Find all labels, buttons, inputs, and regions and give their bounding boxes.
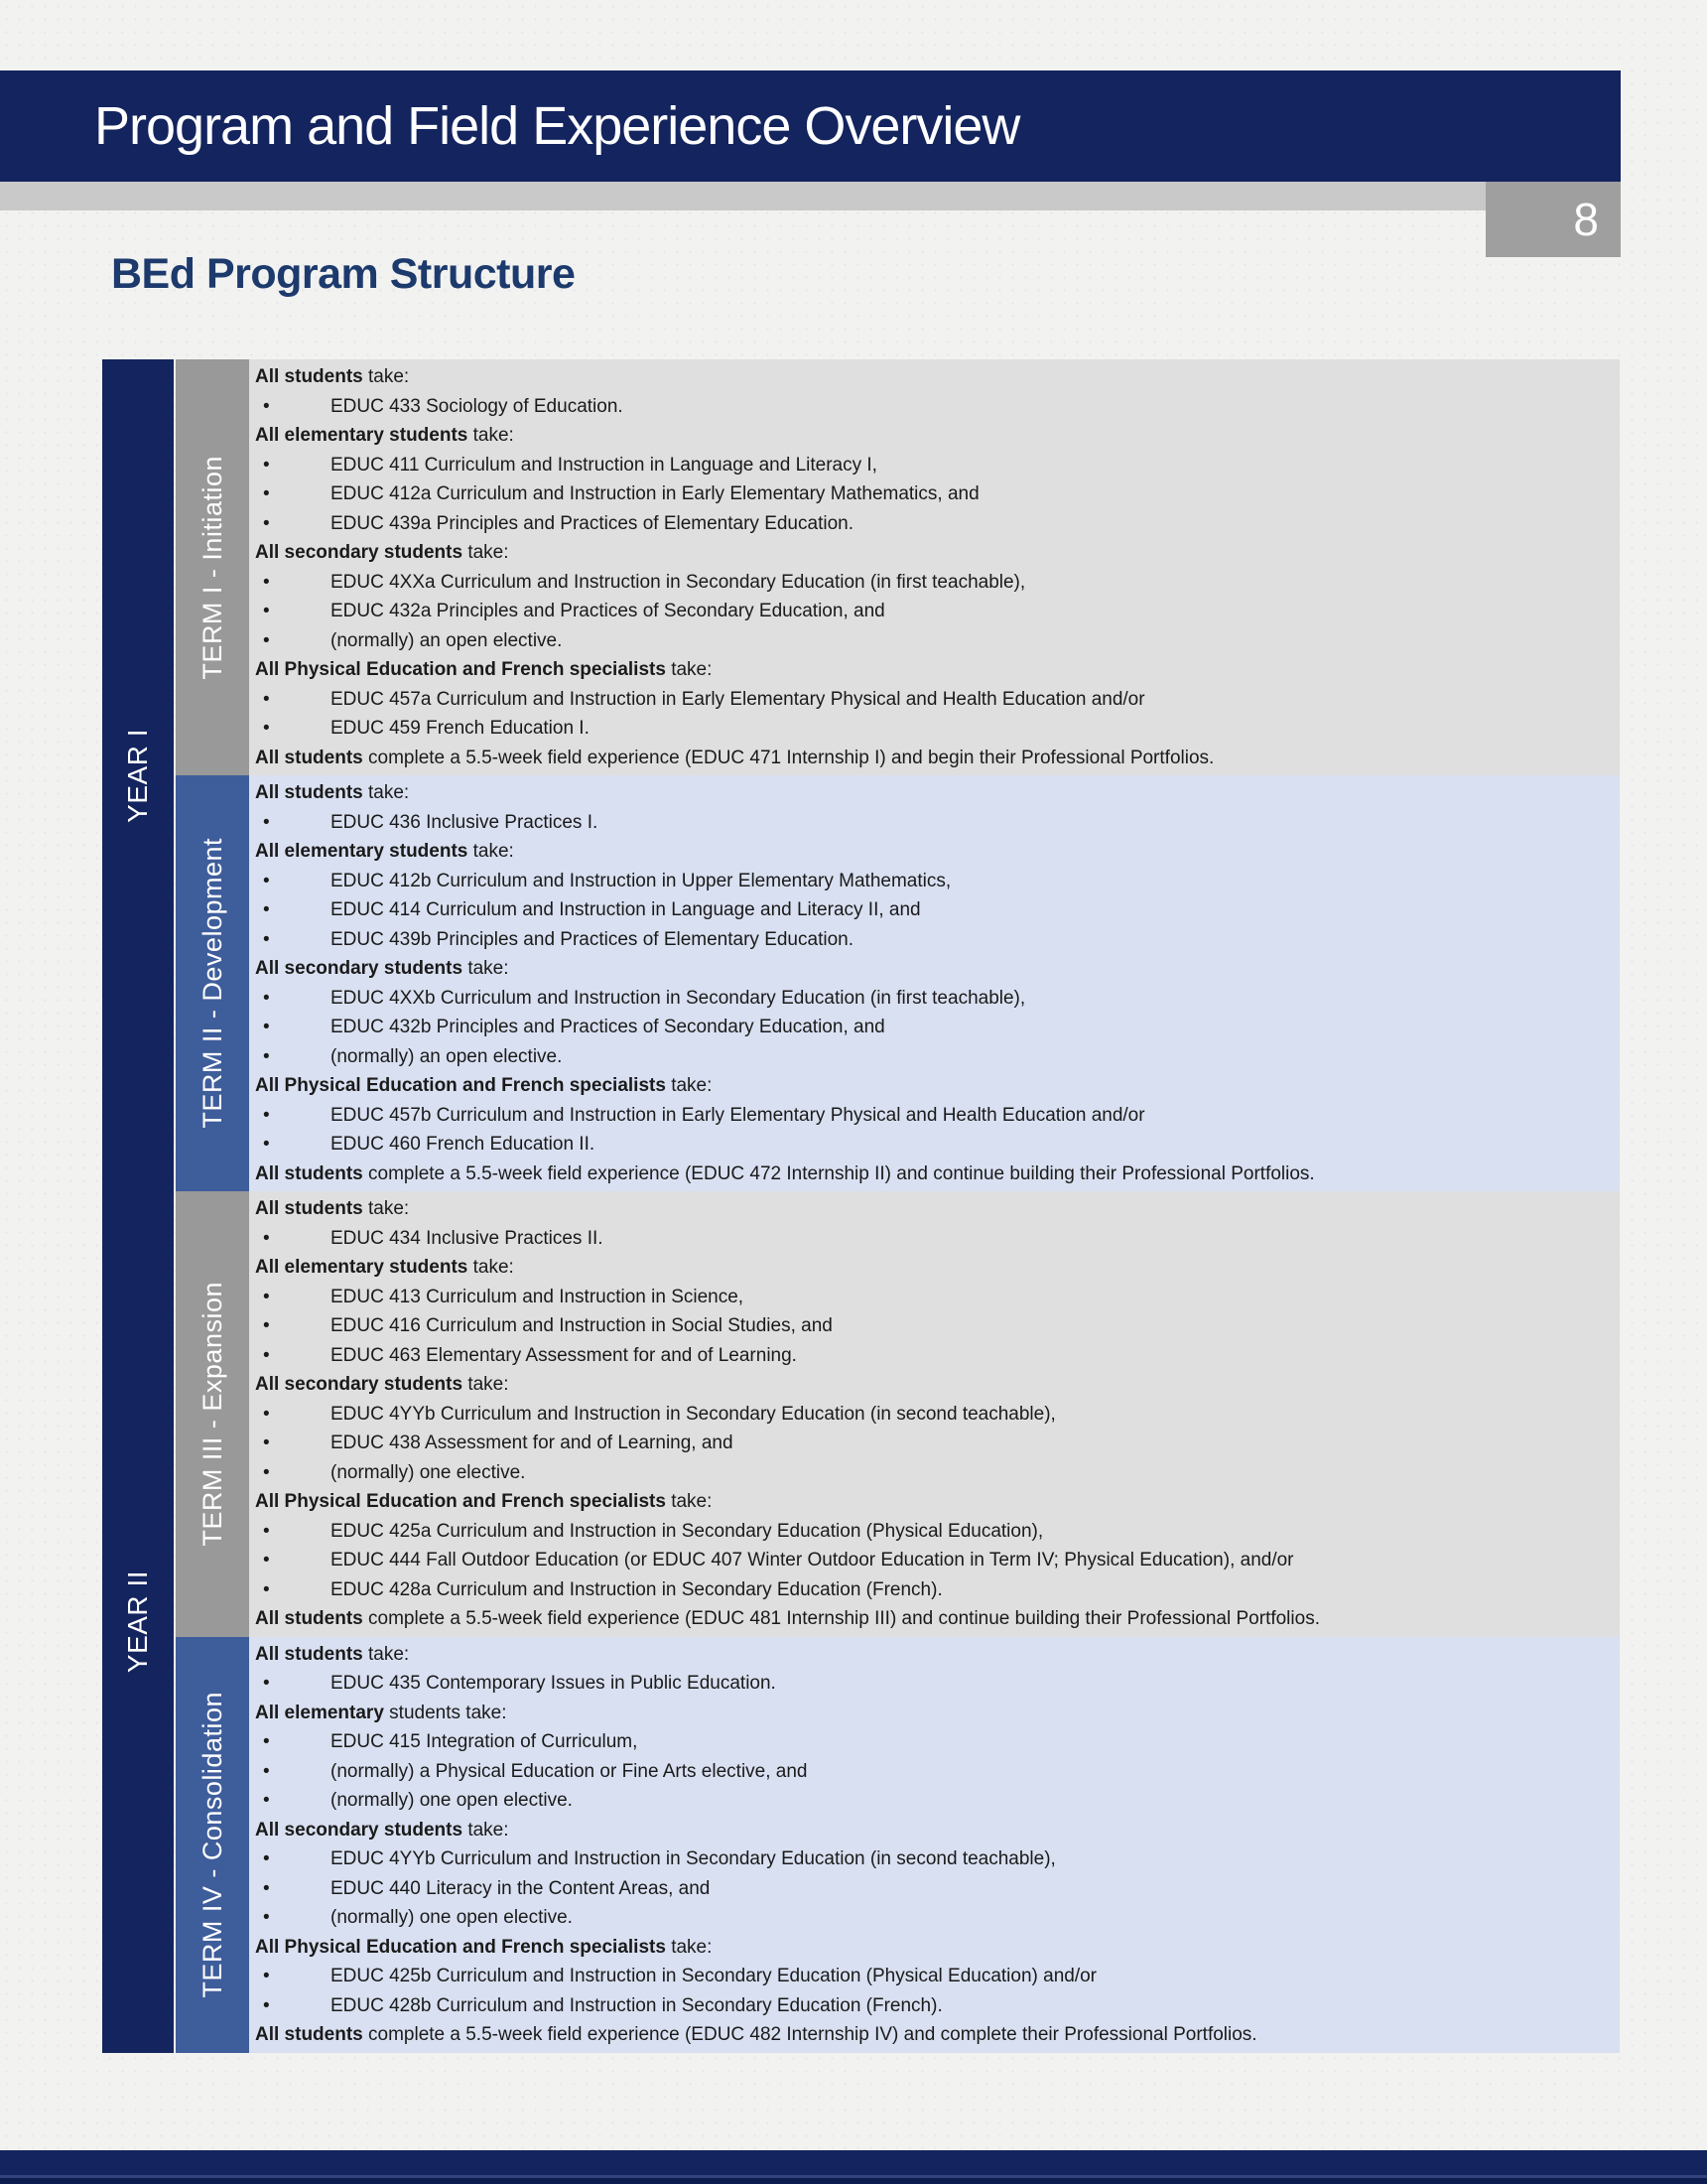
footer-bar-bottom (0, 2178, 1707, 2184)
course-bullet (251, 1042, 1610, 1072)
bullet-icon: • (263, 928, 270, 950)
course-bullet (251, 1546, 1610, 1575)
course-bullet (251, 1341, 1610, 1371)
course-text: EDUC 457b Curriculum and Instruction in Early Elementary Physical and Health Education and/or (330, 1104, 1145, 1126)
bullet-icon: • (263, 1134, 270, 1155)
course-text: EDUC 444 Fall Outdoor Education (or EDUC 407 Winter Outdoor Education in Term IV; Physical Education), and/or (330, 1550, 1294, 1570)
term-summary (251, 1160, 1610, 1189)
term-summary (251, 2020, 1610, 2050)
course-text: (normally) one elective. (330, 1461, 526, 1483)
bullet-icon: • (263, 512, 270, 534)
bullet-icon: • (263, 1344, 270, 1366)
course-text: EDUC 425b Curriculum and Instruction in Secondary Education (Physical Education) and/or (330, 1966, 1098, 1986)
line-rest: take: (665, 659, 713, 680)
bullet-icon: • (263, 1790, 270, 1811)
line-rest: take: (362, 1198, 410, 1219)
line-rest: complete a 5.5-week field experience (EDUC 472 Internship II) and continue building their Professional Portfolios. (362, 1162, 1315, 1184)
course-bullet (251, 867, 1610, 896)
course-bullet (251, 685, 1610, 715)
year-2-terms (176, 1191, 1620, 2053)
course-bullet (251, 1283, 1610, 1312)
audience-heading (251, 1071, 1610, 1101)
course-text: EDUC 459 French Education I. (330, 718, 590, 739)
bullet-icon: • (263, 483, 270, 504)
bullet-icon: • (263, 811, 270, 833)
bullet-icon: • (263, 1461, 270, 1483)
bold-lead: All secondary students (255, 542, 463, 563)
bullet-icon: • (263, 1731, 270, 1752)
line-rest: take: (462, 1819, 509, 1841)
bullet-icon: • (263, 1848, 270, 1869)
bullet-icon: • (263, 1578, 270, 1600)
course-text: EDUC 432a Principles and Practices of Secondary Education, and (330, 601, 885, 621)
course-text: EDUC 411 Curriculum and Instruction in Language and Literacy I, (330, 454, 877, 476)
term-label-3 (176, 1191, 249, 1637)
audience-heading (251, 1699, 1610, 1728)
line-rest: take: (467, 841, 514, 862)
course-text: EDUC 425a Curriculum and Instruction in Secondary Education (Physical Education), (330, 1520, 1044, 1542)
term-label-1 (176, 359, 249, 775)
course-text: EDUC 436 Inclusive Practices I. (330, 811, 598, 833)
course-bullet (251, 984, 1610, 1014)
course-text: (normally) a Physical Education or Fine Arts elective, and (330, 1760, 808, 1782)
audience-heading (251, 1194, 1610, 1224)
audience-heading (251, 538, 1610, 568)
course-bullet (251, 1130, 1610, 1160)
course-bullet (251, 714, 1610, 744)
line-rest: students take: (383, 1702, 507, 1723)
line-rest: take: (665, 1075, 713, 1096)
course-bullet (251, 1458, 1610, 1488)
line-rest: take: (362, 366, 410, 387)
bullet-icon: • (263, 629, 270, 651)
bold-lead: All Physical Education and French specialists (255, 1075, 666, 1096)
bold-lead: All secondary students (255, 1374, 463, 1395)
title-banner (0, 70, 1621, 182)
year-row-1 (102, 359, 1620, 1191)
bold-lead: All secondary students (255, 958, 463, 979)
course-bullet (251, 1101, 1610, 1131)
course-bullet (251, 1844, 1610, 1874)
course-bullet (251, 1786, 1610, 1816)
bullet-icon: • (263, 1017, 270, 1037)
bullet-icon: • (263, 601, 270, 621)
line-rest: take: (362, 1643, 410, 1665)
line-rest: take: (462, 1374, 509, 1395)
audience-heading (251, 1487, 1610, 1517)
bullet-icon: • (263, 1966, 270, 1986)
course-bullet (251, 1874, 1610, 1904)
footer-bar (0, 2150, 1707, 2175)
bullet-icon: • (263, 1104, 270, 1126)
course-text: EDUC 4YYb Curriculum and Instruction in Secondary Education (in second teachable), (330, 1848, 1056, 1869)
year-label-text: YEAR I (122, 728, 153, 823)
course-bullet (251, 509, 1610, 539)
line-rest: take: (665, 1936, 713, 1958)
course-bullet (251, 479, 1610, 509)
term-label-text: TERM I - Initiation (197, 455, 227, 680)
course-text: EDUC 457a Curriculum and Instruction in Early Elementary Physical and Health Education and/or (330, 688, 1145, 710)
audience-heading (251, 954, 1610, 984)
bold-lead: All elementary students (255, 1257, 468, 1278)
bullet-icon: • (263, 454, 270, 476)
line-rest: take: (665, 1491, 713, 1512)
course-text: EDUC 428b Curriculum and Instruction in Secondary Education (French). (330, 1994, 943, 2016)
bullet-icon: • (263, 870, 270, 891)
term-label-2 (176, 775, 249, 1191)
course-text: EDUC 416 Curriculum and Instruction in Social Studies, and (330, 1315, 833, 1336)
course-bullet (251, 1224, 1610, 1254)
course-bullet (251, 1429, 1610, 1458)
term-label-text: TERM II - Development (197, 838, 227, 1129)
bold-lead: All students (255, 2024, 363, 2045)
bullet-icon: • (263, 1045, 270, 1067)
bullet-icon: • (263, 1433, 270, 1453)
course-bullet (251, 1013, 1610, 1042)
course-text: (normally) an open elective. (330, 629, 563, 651)
term-row-3 (176, 1191, 1620, 1637)
course-text: EDUC 440 Literacy in the Content Areas, and (330, 1877, 711, 1899)
course-bullet (251, 1517, 1610, 1547)
bullet-icon: • (263, 899, 270, 920)
audience-heading (251, 655, 1610, 685)
bold-lead: All Physical Education and French specialists (255, 659, 666, 680)
bullet-icon: • (263, 1550, 270, 1570)
bold-lead: All elementary (255, 1702, 384, 1723)
audience-heading (251, 421, 1610, 451)
bullet-icon: • (263, 571, 270, 593)
bullet-icon: • (263, 1760, 270, 1782)
year-label-text: YEAR II (122, 1570, 153, 1674)
program-structure-table (102, 359, 1620, 2053)
course-text: EDUC 434 Inclusive Practices II. (330, 1227, 603, 1249)
course-bullet (251, 1991, 1610, 2021)
year-label-1 (102, 359, 174, 1191)
course-bullet (251, 597, 1610, 626)
bold-lead: All elementary students (255, 841, 468, 862)
audience-heading (251, 1370, 1610, 1400)
term-label-text: TERM IV - Consolidation (197, 1691, 227, 1998)
bold-lead: All Physical Education and French specialists (255, 1936, 666, 1958)
course-bullet (251, 895, 1610, 925)
line-rest: complete a 5.5-week field experience (EDUC 482 Internship IV) and complete their Professional Portfolios. (362, 2024, 1257, 2045)
bullet-icon: • (263, 1673, 270, 1694)
bullet-icon: • (263, 1907, 270, 1928)
term-row-1 (176, 359, 1620, 775)
divider-strip (0, 182, 1486, 210)
course-bullet (251, 1757, 1610, 1787)
course-text: (normally) one open elective. (330, 1907, 573, 1928)
course-text: EDUC 4XXb Curriculum and Instruction in Secondary Education (in first teachable), (330, 987, 1026, 1009)
bullet-icon: • (263, 688, 270, 710)
line-rest: take: (467, 425, 514, 446)
audience-heading (251, 778, 1610, 808)
course-text: EDUC 428a Curriculum and Instruction in Secondary Education (French). (330, 1578, 943, 1600)
bullet-icon: • (263, 987, 270, 1009)
course-text: EDUC 463 Elementary Assessment for and of Learning. (330, 1344, 797, 1366)
audience-heading (251, 1816, 1610, 1845)
course-bullet (251, 626, 1610, 656)
section-title: BEd Program Structure (111, 250, 576, 298)
course-bullet (251, 1962, 1610, 1991)
course-text: EDUC 415 Integration of Curriculum, (330, 1731, 638, 1752)
course-text: EDUC 414 Curriculum and Instruction in Language and Literacy II, and (330, 899, 921, 920)
course-bullet (251, 1575, 1610, 1605)
course-text: EDUC 439b Principles and Practices of Elementary Education. (330, 928, 854, 950)
line-rest: complete a 5.5-week field experience (EDUC 481 Internship III) and continue building their Professional Portfolios. (362, 1608, 1320, 1629)
bold-lead: All students (255, 1643, 363, 1665)
bold-lead: All students (255, 1198, 363, 1219)
course-bullet (251, 808, 1610, 838)
course-bullet (251, 925, 1610, 955)
audience-heading (251, 1253, 1610, 1283)
line-rest: complete a 5.5-week field experience (EDUC 471 Internship I) and begin their Professional Portfolios. (362, 747, 1215, 768)
course-bullet (251, 392, 1610, 422)
course-text: EDUC 432b Principles and Practices of Secondary Education, and (330, 1017, 885, 1037)
term-4-content (249, 1637, 1620, 2053)
bullet-icon: • (263, 1994, 270, 2016)
course-text: EDUC 435 Contemporary Issues in Public Education. (330, 1673, 776, 1694)
bullet-icon: • (263, 1315, 270, 1336)
line-rest: take: (362, 782, 410, 803)
bullet-icon: • (263, 1227, 270, 1249)
course-bullet (251, 1669, 1610, 1699)
bullet-icon: • (263, 1520, 270, 1542)
course-bullet (251, 568, 1610, 598)
course-text: EDUC 412a Curriculum and Instruction in Early Elementary Mathematics, and (330, 483, 980, 504)
line-rest: take: (462, 958, 509, 979)
term-3-content (249, 1191, 1620, 1637)
term-label-text: TERM III - Expansion (197, 1281, 227, 1547)
term-summary (251, 744, 1610, 773)
term-1-content (249, 359, 1620, 775)
bold-lead: All secondary students (255, 1819, 463, 1841)
term-row-2 (176, 775, 1620, 1191)
audience-heading (251, 1640, 1610, 1670)
term-label-4 (176, 1637, 249, 2053)
bullet-icon: • (263, 1877, 270, 1899)
course-text: EDUC 412b Curriculum and Instruction in Upper Elementary Mathematics, (330, 870, 952, 891)
audience-heading (251, 1933, 1610, 1963)
course-bullet (251, 1400, 1610, 1430)
term-summary (251, 1604, 1610, 1634)
page-title: Program and Field Experience Overview (94, 96, 1020, 156)
course-bullet (251, 451, 1610, 480)
course-bullet (251, 1311, 1610, 1341)
bullet-icon: • (263, 1286, 270, 1307)
course-text: EDUC 433 Sociology of Education. (330, 395, 623, 417)
bold-lead: All students (255, 1608, 363, 1629)
bullet-icon: • (263, 718, 270, 739)
bold-lead: All elementary students (255, 425, 468, 446)
year-label-2 (102, 1191, 174, 2053)
course-text: EDUC 439a Principles and Practices of Elementary Education. (330, 512, 854, 534)
audience-heading (251, 837, 1610, 867)
course-bullet (251, 1903, 1610, 1933)
bullet-icon: • (263, 395, 270, 417)
year-1-terms (176, 359, 1620, 1191)
term-2-content (249, 775, 1620, 1191)
bold-lead: All students (255, 747, 363, 768)
course-text: EDUC 413 Curriculum and Instruction in Science, (330, 1286, 744, 1307)
bullet-icon: • (263, 1403, 270, 1425)
course-bullet (251, 1727, 1610, 1757)
audience-heading (251, 362, 1610, 392)
line-rest: take: (462, 542, 509, 563)
bold-lead: All students (255, 782, 363, 803)
course-text: EDUC 4XXa Curriculum and Instruction in Secondary Education (in first teachable), (330, 571, 1026, 593)
course-text: EDUC 438 Assessment for and of Learning, and (330, 1433, 733, 1453)
line-rest: take: (467, 1257, 514, 1278)
term-row-4 (176, 1637, 1620, 2053)
page-number-box (1486, 182, 1621, 257)
course-text: EDUC 4YYb Curriculum and Instruction in Secondary Education (in second teachable), (330, 1403, 1056, 1425)
bold-lead: All students (255, 1162, 363, 1184)
year-row-2 (102, 1191, 1620, 2053)
course-text: EDUC 460 French Education II. (330, 1134, 595, 1155)
page-number: 8 (1573, 194, 1599, 245)
course-text: (normally) an open elective. (330, 1045, 563, 1067)
bold-lead: All Physical Education and French specialists (255, 1491, 666, 1512)
bold-lead: All students (255, 366, 363, 387)
course-text: (normally) one open elective. (330, 1790, 573, 1811)
